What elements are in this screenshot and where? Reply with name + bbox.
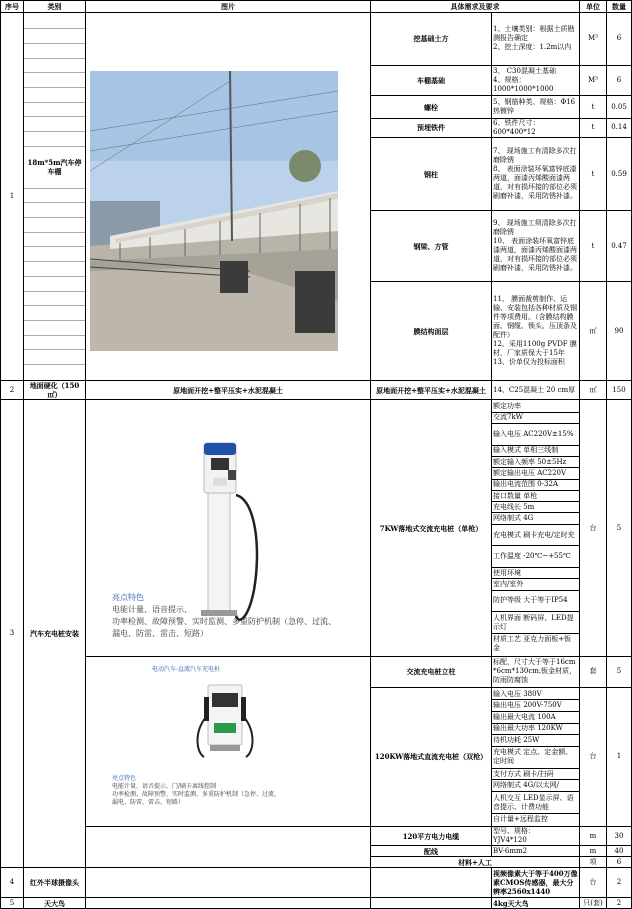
s3-dc-specs <box>492 687 580 826</box>
s3-no: 3 <box>1 400 24 868</box>
ac-spec-8: 接口数量 单枪 <box>492 491 579 502</box>
s3-material-item: 材料+人工 <box>371 857 580 868</box>
s3-ac-unit: 台 <box>580 400 607 657</box>
s1-unit-5: t <box>580 138 607 211</box>
header-unit: 单位 <box>580 1 607 13</box>
s1-unit-2: M³ <box>580 65 607 95</box>
ac-pic-title: 亮点特色 <box>112 593 144 602</box>
s3-dc-unit: 台 <box>580 687 607 826</box>
s1-spec-1: 1、土壤类别：根据土质勘测报告确定 2、挖土深度：1.2m以内 <box>492 13 580 66</box>
s1-spec-7: 11、 膜面裁剪制作、运输、安装包括各种材质及钢件等项费用。（含膜结构膜面、钢缆、锁头、压顶条及配件） 12、采用1100g PVDF 膜材，厂家质保大于15年 13、价单仅为投标面积 <box>492 282 580 381</box>
s3-column-unit: 套 <box>580 657 607 688</box>
s1-item-5: 钢柱 <box>371 138 492 211</box>
s1-item-4: 预埋铁件 <box>371 118 492 137</box>
s2-qty: 150 <box>607 381 632 400</box>
dc-spec-10: 自计量+远程监控 <box>493 814 548 823</box>
s1-qty-6: 0.47 <box>607 211 632 282</box>
s1-qty-2: 6 <box>607 65 632 95</box>
ac-spec-9: 充电线长 5m <box>492 502 579 513</box>
s4-unit: 台 <box>580 868 607 898</box>
dc-pic-title: 亮点特色 <box>112 775 137 782</box>
s1-spec-3: 5、钢筋种类、规格：Φ16热镀锌 <box>492 96 580 118</box>
s3-ac-qty: 5 <box>607 400 632 657</box>
s1-spec-5: 7、 现场施工有清除多次打磨除锈 8、 表面涂装环氧富锌底漆两道，面漆丙烯酸面漆两道，对有损坏接的部位必须刷磨补漆，采用防锈补漆。 <box>492 138 580 211</box>
s1-item-3: 螺栓 <box>371 96 492 118</box>
s3-column-spec: 标配，尺寸大于等于16cm*6cm*130cm,钣金材质，防雨防腐蚀 <box>492 657 580 688</box>
ac-spec-12: 工作温度 -20℃~+55℃ <box>492 546 579 568</box>
ac-spec-3: 输入电压 AC220V±15% <box>492 424 579 446</box>
s2-image-text: 原地面开挖+整平压实+水泥混凝土 <box>86 381 371 400</box>
dc-pic-line-1: 电能计量、语音提示、门/刷卡离线控制 <box>112 783 217 790</box>
s3-column-item: 交流充电桩立柱 <box>371 657 492 688</box>
s3-dc-item: 120KW落地式直流充电桩（双枪） <box>371 687 492 826</box>
ac-spec-11: 充电模式 刷卡充电/定时充 <box>492 525 579 547</box>
s5-spec: 4kg天大鸟 <box>492 898 580 909</box>
s1-qty-3: 0.05 <box>607 96 632 118</box>
s5-image-empty <box>86 898 371 909</box>
ac-spec-4: 输入模式 单相三线制 <box>492 446 579 457</box>
s1-photo-cell <box>86 13 371 381</box>
s3-cable-item: 120平方电力电缆 <box>371 827 492 846</box>
s1-unit-4: t <box>580 118 607 137</box>
s2-no: 2 <box>1 381 24 400</box>
dc-pic-line-3: 漏电、防雷、雷击、短路） <box>112 799 185 806</box>
dc-pic-text <box>112 775 280 807</box>
s3-ac-specs <box>492 400 580 657</box>
s1-no: 1 <box>1 13 24 381</box>
dc-spec-6: 充电模式 定点、定金额、定时间 <box>492 747 579 769</box>
s4-image-empty <box>86 868 371 898</box>
s3-wire-unit: m <box>580 846 607 857</box>
dc-spec-8: 网络制式 4G/以太网/ <box>492 780 579 792</box>
ac-spec-7: 输出电流范围 0-32A <box>492 480 579 491</box>
header-category: 类别 <box>24 1 86 13</box>
ac-spec-17: 材质工艺 亚克力面板+钣金 <box>493 635 572 653</box>
ac-pic-line-1: 电能计量、语音提示、 <box>112 605 192 614</box>
dc-pic-line-2: 功率检测、故障预警、实时监测、多重防护机制（急停、过流、 <box>112 791 281 798</box>
dc-spec-7: 支付方式 刷卡/扫码 <box>492 769 579 781</box>
s1-item-2: 车棚基础 <box>371 65 492 95</box>
s2-row <box>1 381 632 400</box>
s1-spec-4: 6、铁件尺寸： 600*400*12 <box>492 118 580 137</box>
carport-photo <box>86 13 371 377</box>
s1-qty-4: 0.14 <box>607 118 632 137</box>
s3-material-unit: 项 <box>580 857 607 868</box>
s1-item-6: 钢梁、方管 <box>371 211 492 282</box>
s2-item: 原地面开挖+整平压实+水泥混凝土 <box>371 381 492 400</box>
ac-pic-line-2: 功率检测、故障预警、实时监测、多重防护机制（急停、过流、 <box>112 617 336 626</box>
header-no: 序号 <box>1 1 24 13</box>
s4-qty: 2 <box>607 868 632 898</box>
s2-category: 地面硬化（150㎡） <box>24 381 86 400</box>
s5-category: 天大鸟 <box>24 898 86 909</box>
dc-spec-4: 输出最大功率 120KW <box>492 724 579 736</box>
s2-unit: ㎡ <box>580 381 607 400</box>
dc-pic-top-text: 电动汽车-直流汽车充电桩 <box>152 666 221 673</box>
s3-cable-row <box>1 827 632 846</box>
s3-dc-qty: 1 <box>607 687 632 826</box>
s3-ac-pic-cell <box>86 400 371 657</box>
s3-ac-row <box>1 400 632 657</box>
s5-item-empty <box>371 898 492 909</box>
dc-spec-5: 待机功耗 25W <box>492 735 579 747</box>
ac-spec-16: 人机界面 断码屏、LED提示灯 <box>492 612 579 634</box>
s4-row <box>1 868 632 898</box>
ac-pic-text <box>112 592 336 640</box>
header-row <box>1 1 632 13</box>
s1-qty-5: 0.59 <box>607 138 632 211</box>
ac-spec-15: 防护等级 大于等于IP54 <box>492 591 579 613</box>
s3-cable-spec: 型号、规格： YJV4*120 <box>492 827 580 846</box>
s1-item-7: 膜结构面层 <box>371 282 492 381</box>
dc-spec-3: 输出最大电流 100A <box>492 712 579 724</box>
s3-wire-item: 配线 <box>371 846 492 857</box>
s1-unit-3: t <box>580 96 607 118</box>
s3-cable-qty: 30 <box>607 827 632 846</box>
s1-qty-1: 6 <box>607 13 632 66</box>
s3-empty-pic <box>86 827 371 868</box>
s1-spec-2: 3、 C30混凝土基础 4、规格： 1000*1000*1000 <box>492 65 580 95</box>
s1-unit-6: t <box>580 211 607 282</box>
dc-spec-9: 人机交互 LED显示屏、语音提示、计费功能 <box>492 792 579 814</box>
s3-cable-unit: m <box>580 827 607 846</box>
dc-spec-1: 输入电压 380V <box>492 689 579 701</box>
ac-spec-13: 使用环境 <box>492 568 579 579</box>
s5-row <box>1 898 632 909</box>
s3-column-qty: 5 <box>607 657 632 688</box>
s1-unit-1: M³ <box>580 13 607 66</box>
s3-wire-spec: BV-6mm2 <box>492 846 580 857</box>
ac-spec-6: 额定输出电压 AC220V <box>492 468 579 479</box>
s2-spec: 14、C25混凝土 20 cm厚 <box>492 381 580 400</box>
header-qty: 数量 <box>607 1 632 13</box>
s3-category: 汽车充电桩安装 <box>24 400 86 868</box>
s3-wire-qty: 40 <box>607 846 632 857</box>
s3-dc-pic-cell <box>86 657 371 827</box>
s3-ac-item: 7KW落地式交流充电桩（单枪） <box>371 400 492 657</box>
s5-unit: 只(套) <box>580 898 607 909</box>
s5-qty: 2 <box>607 898 632 909</box>
s1-qty-7: 90 <box>607 282 632 381</box>
s1-category-text: 18m*5m汽车停车棚 <box>24 147 85 189</box>
ac-spec-5: 额定输入频率 50±5Hz <box>492 457 579 468</box>
ac-spec-1: 额定功率 <box>492 402 579 413</box>
s1-row-1 <box>1 13 632 66</box>
s4-no: 4 <box>1 868 24 898</box>
s4-category: 红外半球摄像头 <box>24 868 86 898</box>
s5-no: 5 <box>1 898 24 909</box>
s3-column-row <box>1 657 632 688</box>
ac-spec-2: 交流7kW <box>492 413 579 424</box>
s1-category <box>24 13 86 381</box>
s4-item-empty <box>371 868 492 898</box>
ac-pic-line-3: 漏电、防雷、雷击、短路） <box>112 629 208 638</box>
header-image: 图片 <box>86 1 371 13</box>
s4-spec: 视频像素大于等于400万像素CMOS传感器，最大分辨率2560x1440 <box>493 869 578 896</box>
s1-item-1: 挖基础土方 <box>371 13 492 66</box>
s3-material-qty: 6 <box>607 857 632 868</box>
header-requirements: 具体需求及要求 <box>371 1 580 13</box>
s1-unit-7: ㎡ <box>580 282 607 381</box>
s1-spec-6: 9、 现场施工须清除多次打磨除锈 10、 表面涂装环氧富锌底漆两道，面漆丙烯酸面漆两道，对有损坏接的部位必须刷磨补漆，采用防锈补漆。 <box>492 211 580 282</box>
dc-spec-2: 输出电压 200V-750V <box>492 700 579 712</box>
ac-spec-10: 网络制式 4G <box>492 513 579 524</box>
ac-spec-14: 室内/室外 <box>492 579 579 590</box>
